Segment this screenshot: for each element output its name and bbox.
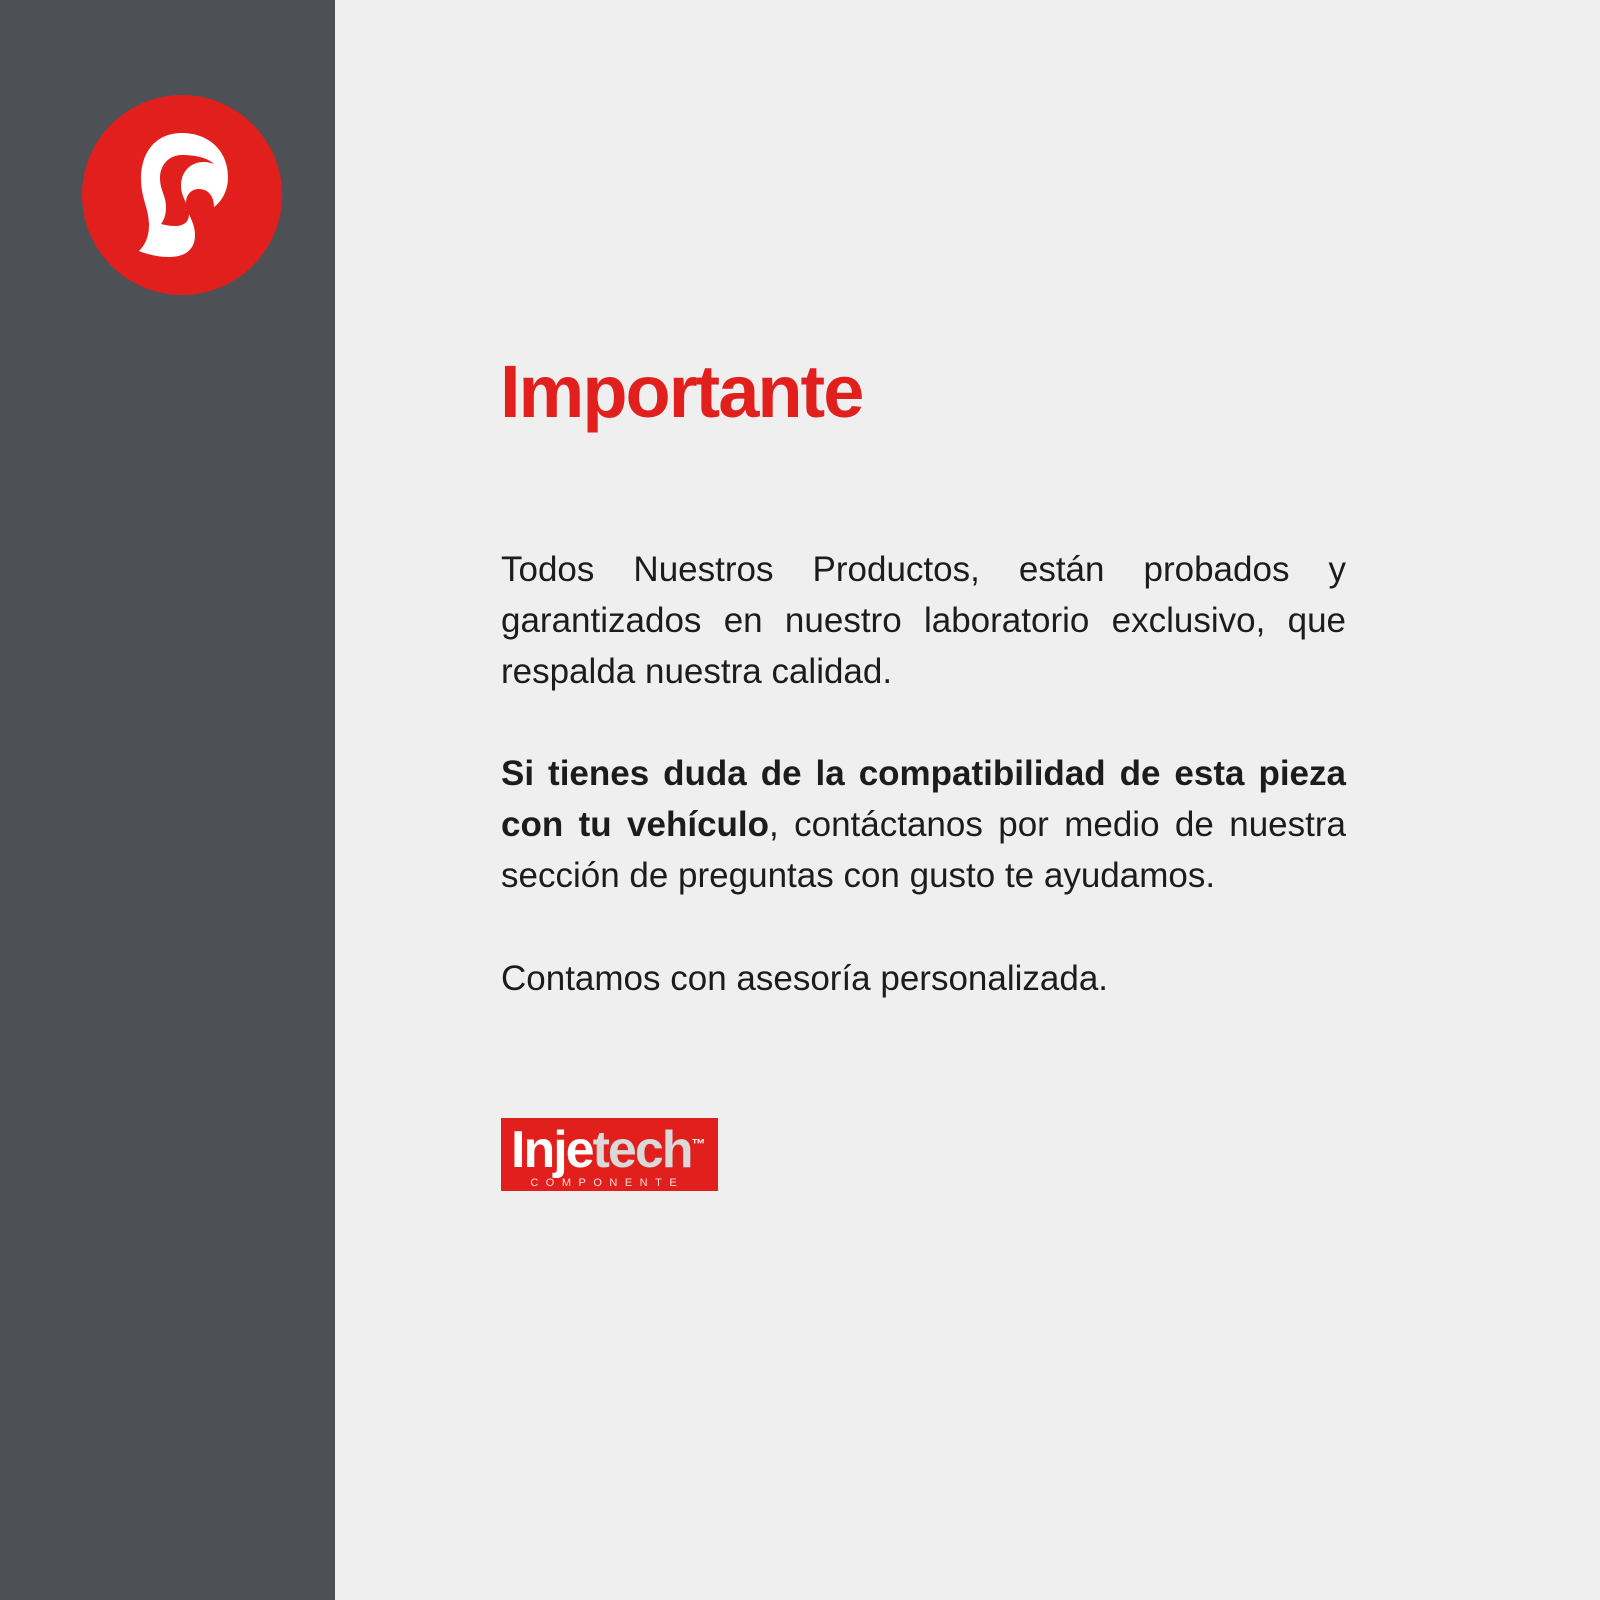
- paragraph-compatibility-rest: , contáctanos por medio de nuestra sección de preguntas con gusto te ayudamos.: [501, 805, 1346, 895]
- injetech-wordmark-logo: [501, 1118, 718, 1191]
- page-title: Importante: [500, 350, 863, 433]
- paragraph-advisory-text: Contamos con asesoría personalizada.: [501, 958, 1109, 998]
- paragraph-intro: [501, 545, 1346, 697]
- wordmark-subtitle: COMPONENTE: [530, 1177, 685, 1189]
- paragraph-intro-text: Todos Nuestros Productos, están probados y garantizados en nuestro laboratorio exclusivo, que respalda nuestra calidad.: [501, 550, 1346, 691]
- body-text-block: [501, 545, 1346, 1004]
- wordmark-part-two: tech: [592, 1121, 692, 1179]
- wordmark-part-one: Inje: [511, 1121, 593, 1179]
- trademark-symbol: ™: [691, 1135, 704, 1152]
- paragraph-advisory: [501, 954, 1346, 1005]
- injetech-wordmark-text: [511, 1121, 704, 1179]
- paragraph-compatibility-bold: Si tienes duda de la compatibilidad de esta pieza con tu vehículo: [501, 754, 1346, 844]
- injetech-circle-emblem-icon: [123, 131, 241, 259]
- sidebar: [0, 0, 335, 1600]
- paragraph-compatibility: [501, 749, 1346, 901]
- content-area: [335, 0, 1600, 1600]
- brand-emblem-badge: [82, 95, 282, 295]
